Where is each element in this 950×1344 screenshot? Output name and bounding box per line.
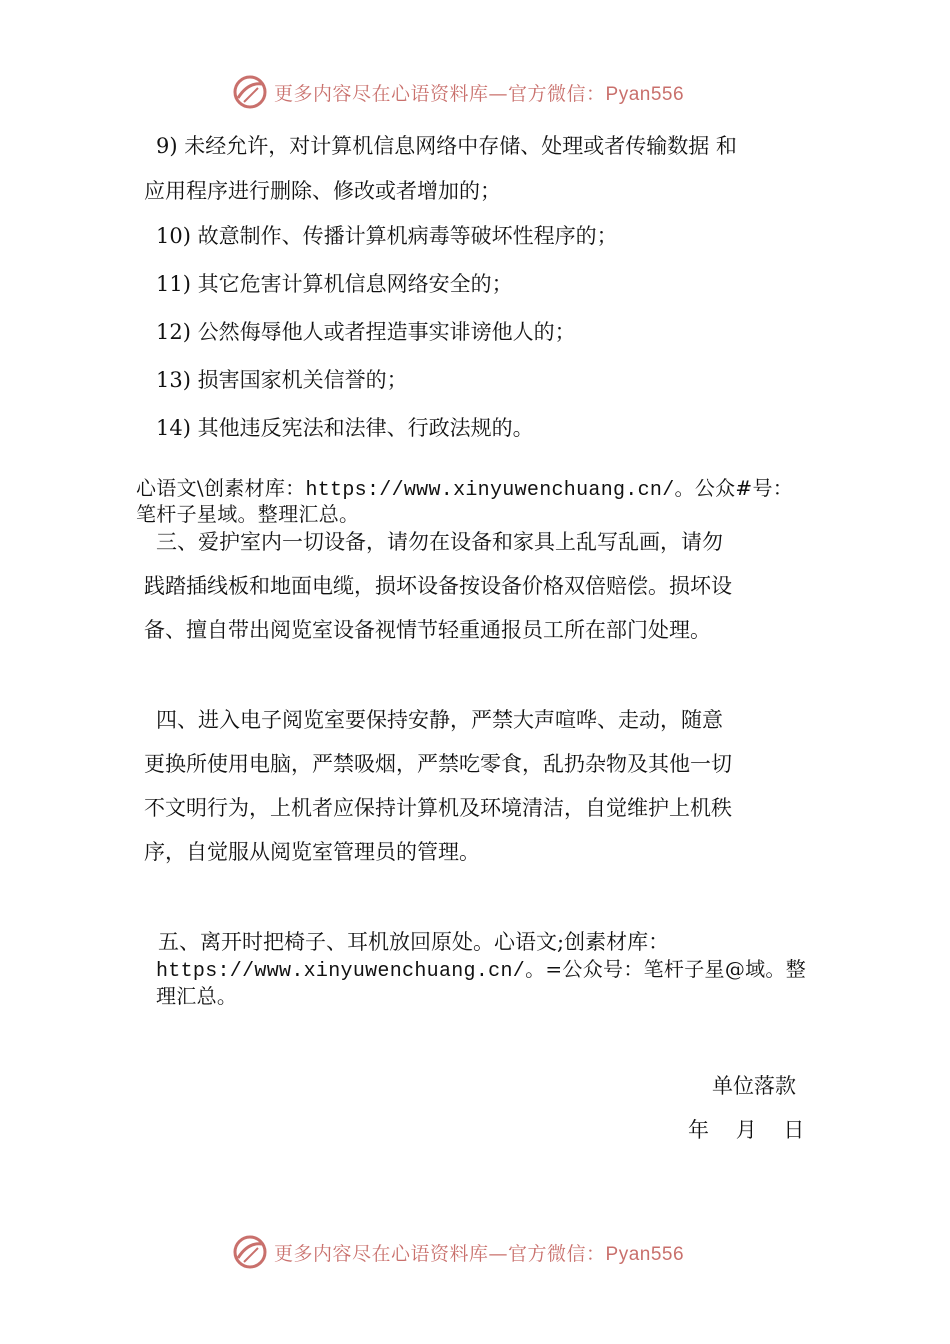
banner-wechat-label: 官方微信：	[508, 1242, 606, 1265]
banner-wechat-id: Pyan556	[605, 1243, 685, 1265]
section4-line2: 更换所使用电脑，严禁吸烟，严禁吃零食，乱扔杂物及其他一切	[144, 752, 732, 776]
logo-icon	[232, 74, 268, 110]
section5-line3: 理汇总。	[156, 984, 238, 1008]
item-13: 13) 损害国家机关信誉的；	[156, 368, 408, 392]
item-9-line2: 应用程序进行删除、修改或者增加的；	[144, 179, 501, 203]
banner-site-name: 更多内容尽在心语资料库	[274, 82, 489, 105]
watermark-line1	[136, 475, 793, 504]
section3-line3: 备、擅自带出阅览室设备视情节轻重通报员工所在部门处理。	[144, 618, 711, 642]
item-12: 12) 公然侮辱他人或者捏造事实诽谤他人的；	[156, 320, 576, 344]
banner-text	[274, 79, 684, 106]
banner-text	[274, 1239, 684, 1266]
section3-line2: 践踏插线板和地面电缆，损坏设备按设备价格双倍赔偿。损坏设	[144, 574, 732, 598]
logo-icon	[232, 1234, 268, 1270]
item-10: 10) 故意制作、传播计算机病毒等破坏性程序的；	[156, 224, 618, 248]
section4-line4: 序，自觉服从阅览室管理员的管理。	[144, 840, 480, 864]
section3-line1: 三、爱护室内一切设备，请勿在设备和家具上乱写乱画，请勿	[156, 530, 723, 554]
header-banner	[232, 72, 732, 112]
section5-url: https://www.xinyuwenchuang.cn/	[156, 960, 526, 983]
banner-dash: —	[488, 1242, 509, 1265]
section5-line2	[156, 956, 806, 985]
watermark-suffix: 。公众#号：	[674, 476, 794, 500]
section4-line3: 不文明行为，上机者应保持计算机及环境清洁，自觉维护上机秩	[144, 796, 732, 820]
banner-dash: —	[488, 82, 509, 105]
section5-suffix: 。=公众号：笔杆子星@域。整	[525, 957, 807, 981]
signature-unit: 单位落款	[712, 1074, 796, 1098]
banner-site-name: 更多内容尽在心语资料库	[274, 1242, 489, 1265]
item-9-line1: 9) 未经允许，对计算机信息网络中存储、处理或者传输数据 和	[156, 134, 737, 158]
footer-banner	[232, 1232, 732, 1272]
item-11: 11) 其它危害计算机信息网络安全的；	[156, 272, 513, 296]
watermark-line2: 笔杆子星域。整理汇总。	[136, 502, 360, 526]
watermark-prefix: 心语文\创素材库：	[136, 476, 306, 500]
banner-wechat-label: 官方微信：	[508, 82, 606, 105]
section4-line1: 四、进入电子阅览室要保持安静，严禁大声喧哗、走动，随意	[156, 708, 723, 732]
watermark-url: https://www.xinyuwenchuang.cn/	[305, 479, 675, 502]
section5-line1: 五、离开时把椅子、耳机放回原处。心语文;创素材库：	[158, 930, 670, 954]
banner-wechat-id: Pyan556	[605, 83, 685, 105]
item-14: 14) 其他违反宪法和法律、行政法规的。	[156, 416, 534, 440]
signature-date: 年 月 日	[688, 1118, 805, 1142]
